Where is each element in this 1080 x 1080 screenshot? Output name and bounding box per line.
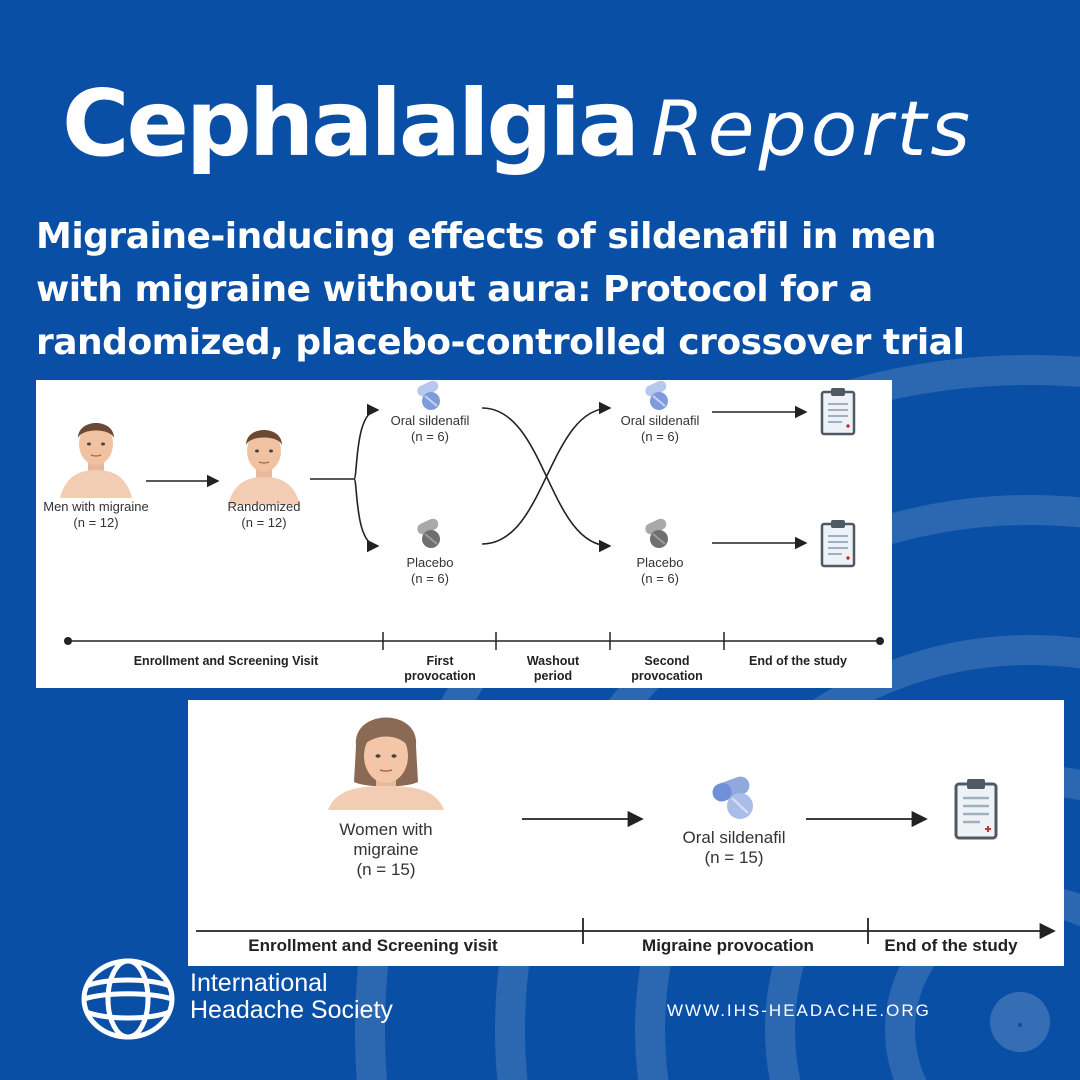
women-study-diagram	[188, 700, 1064, 966]
timeline-enrollment: Enrollment and Screening Visit	[133, 654, 319, 668]
headline-line-2: with migraine without aura: Protocol for a	[36, 269, 873, 310]
pill-icon	[643, 380, 668, 410]
timeline-end-of-study: End of the study	[884, 936, 1018, 955]
journal-name: Cephalalgia	[62, 70, 637, 177]
journal-title	[62, 70, 974, 177]
men-study-diagram	[36, 380, 892, 688]
ihs-globe-logo-icon	[80, 956, 176, 1042]
timeline-migraine-provocation: Migraine provocation	[642, 936, 814, 955]
arm-placebo-second: Placebo (n = 6)	[636, 555, 684, 586]
headline-line-3: randomized, placebo-controlled crossover trial	[36, 322, 965, 363]
oral-sildenafil-label: Oral sildenafil (n = 15)	[682, 828, 786, 867]
men-with-migraine-label: Men with migraine (n = 12)	[43, 499, 149, 530]
women-with-migraine-label: Women with migraine (n = 15)	[339, 820, 433, 879]
pill-icon	[415, 517, 440, 548]
pill-icon	[710, 774, 753, 819]
website-link[interactable]: WWW.IHS-HEADACHE.ORG	[667, 1001, 931, 1020]
arm-sildenafil-second: Oral sildenafil (n = 6)	[620, 413, 700, 444]
male-person-icon	[228, 430, 300, 505]
female-person-icon	[328, 718, 444, 811]
timeline-enrollment: Enrollment and Screening visit	[248, 936, 498, 955]
timeline-end-of-study: End of the study	[749, 654, 847, 668]
pill-icon	[415, 380, 440, 410]
journal-subtitle: Reports	[650, 84, 974, 173]
clipboard-icon	[822, 388, 854, 434]
clipboard-icon	[822, 520, 854, 566]
male-person-icon	[60, 423, 132, 498]
timeline-first-provocation: First provocation	[404, 654, 476, 683]
timeline-second-provocation: Second provocation	[631, 654, 703, 683]
pill-icon	[643, 517, 668, 548]
clipboard-icon	[956, 779, 996, 838]
randomized-label: Randomized (n = 12)	[227, 499, 301, 530]
society-name: International Headache Society	[190, 969, 393, 1024]
headline-line-1: Migraine-inducing effects of sildenafil in men	[36, 216, 937, 257]
arm-sildenafil-first: Oral sildenafil (n = 6)	[390, 413, 470, 444]
article-headline	[36, 210, 1046, 369]
arm-placebo-first: Placebo (n = 6)	[406, 555, 454, 586]
timeline-washout: Washout period	[526, 654, 580, 683]
